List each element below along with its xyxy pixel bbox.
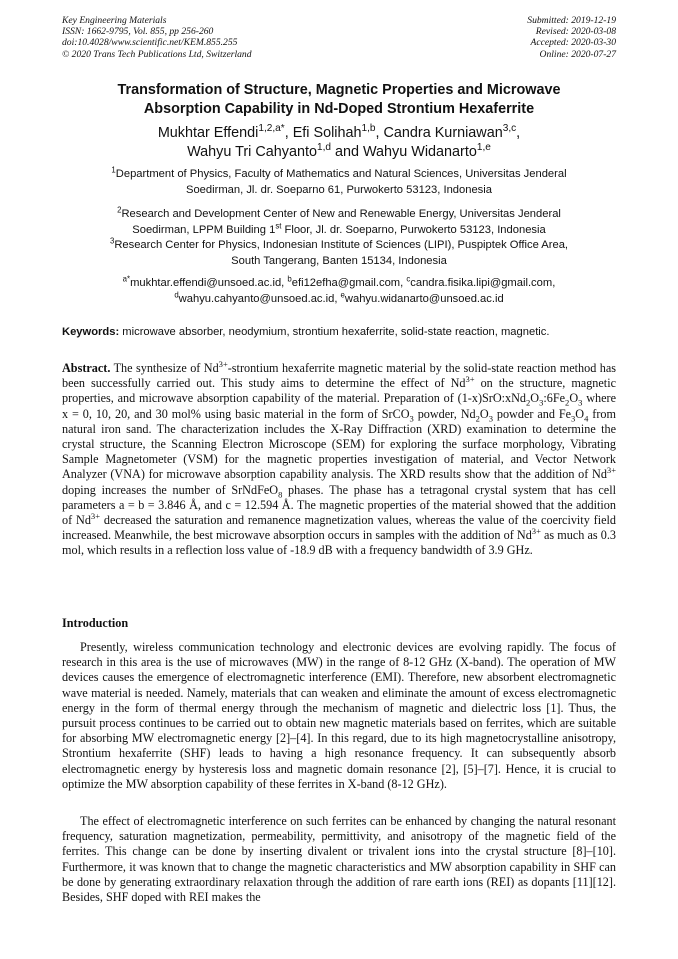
author-name: Mukhtar Effendi	[157, 125, 259, 141]
title-line-1: Transformation of Structure, Magnetic Properties and Microwave	[117, 82, 561, 98]
author-name: Wahyu Tri Cahyanto	[187, 144, 317, 160]
abstract-text: on the structure, magnetic properties, and microwave absorption capability of the material. Preparation of (1-x)SrO:xNd	[62, 376, 616, 406]
abstract-text: powder and Fe	[492, 406, 572, 421]
affiliation-3-line-1	[70, 237, 608, 253]
subscript: 3	[539, 397, 544, 408]
email-link[interactable]: candra.fisika.lipi@gmail.com,	[410, 277, 556, 289]
author-list	[40, 124, 638, 162]
author-separator: ,	[284, 125, 293, 141]
abstract	[62, 358, 616, 559]
superscript: 3+	[218, 358, 228, 369]
abstract-text: decreased the saturation and remanence magnetization values, whereas the value of the coercivity field increased. Meanwhile, the best microwave absorption occurs in samples with the addition of Nd	[62, 513, 616, 543]
email-link[interactable]: wahyu.widanarto@unsoed.ac.id	[344, 293, 504, 305]
affiliation-2-line-2	[70, 222, 608, 238]
journal-issn: ISSN: 1662-9795, Vol. 855, pp 256-260	[62, 26, 214, 38]
affiliation-1-line-1	[70, 166, 608, 182]
author-affiliation-marker: 1,e	[476, 142, 491, 154]
date-accepted: Accepted: 2020-03-30	[530, 37, 616, 49]
affiliation-text: Research Center for Physics, Indonesian Institute of Sciences (LIPI), Puspiptek Office Area,	[114, 239, 569, 251]
journal-header	[62, 15, 252, 60]
abstract-text: -strontium hexaferrite magnetic material by the solid-state reaction method has been successfully carried out. This study aims to determine the effect of Nd	[62, 361, 616, 391]
paper-title	[40, 81, 638, 119]
publication-dates	[527, 15, 616, 60]
keywords-text: microwave absorber, neodymium, strontium hexaferrite, solid-state reaction, magnetic.	[119, 326, 550, 338]
subscript: 2	[526, 397, 531, 408]
subscript: 2	[475, 413, 480, 424]
affiliation-1	[70, 166, 608, 198]
author-name: Efi Solihah	[292, 125, 362, 141]
email-link[interactable]: efi12efha@gmail.com,	[291, 277, 407, 289]
abstract-text: The synthesize of Nd	[110, 361, 219, 375]
keywords-label: Keywords:	[62, 326, 120, 338]
subscript: 4	[584, 413, 589, 424]
abstract-text: O	[569, 391, 579, 406]
emails-line-1	[70, 275, 608, 291]
affiliation-marker: 2	[117, 205, 122, 215]
abstract-text: O	[575, 406, 585, 421]
emails-line-2	[70, 291, 608, 307]
affiliation-2-line-1	[70, 206, 608, 222]
superscript: 3+	[531, 526, 541, 537]
introduction-paragraph-1: Presently, wireless communication technology and electronic devices are evolving rapidly. The focus of research in this area is the use of microwaves (MW) in the range of 8-12 GHz (X-band). The operation of MW devices causes the emergence of electromagnetic interference (EMI). Therefore, new absorbent electromagnetic wave material is needed. Namely, materials that can weaken and eliminate the amount of excess electromagnetic energy in the form of thermal energy through the mechanism of magnetic and dielectric loss [1]. Thus, the pursuit process continues to be carried out to obtain new magnetic materials based on ferrites, which are suitable for absorbing MW electromagnetic energy [2]–[4]. In this regard, due to its high magnetocrystalline anisotropy, Strontium hexaferrite (SHF) leads to having a high resonance frequency. It can subsequently absorb electromagnetic energy by hysteresis loss and magnetic domain resonance [2], [5]–[7]. Hence, it is crucial to optimize the MW absorption capability of these ferrites in X-band (8-12 GHz).	[62, 640, 616, 791]
subscript: 8	[278, 489, 283, 500]
abstract-text: :6Fe	[543, 391, 566, 406]
superscript: 3+	[90, 510, 100, 521]
subscript: 3	[571, 413, 576, 424]
author-separator: and	[330, 144, 363, 160]
author-name: Wahyu Widanarto	[363, 144, 477, 160]
ordinal-suffix: st	[275, 221, 282, 231]
abstract-text: as much as 0.3 mol, which results in a reflection loss value of -18.9 dB with a frequency bandwidth of 3.9 GHz.	[62, 528, 616, 558]
author-affiliation-marker: 1,d	[316, 142, 331, 154]
email-link[interactable]: wahyu.cahyanto@unsoed.ac.id,	[178, 293, 341, 305]
subscript: 2	[565, 397, 570, 408]
abstract-text: phases. The phase has a tetragonal crystal system that has cell parameters a = b = 3.846 Å, and c = 12.594 Å. The magnetic properties of the material showed that the addition of Nd	[62, 482, 616, 528]
author-line-2	[40, 143, 638, 162]
date-online: Online: 2020-07-27	[539, 48, 616, 60]
abstract-label: Abstract.	[62, 361, 111, 375]
author-affiliation-marker: 1,2,a*	[258, 123, 285, 135]
affiliation-marker: 1	[111, 165, 116, 175]
title-line-2: Absorption Capability in Nd-Doped Strontium Hexaferrite	[143, 101, 535, 117]
superscript: 3+	[465, 374, 475, 385]
author-separator: ,	[375, 125, 384, 141]
email-marker: a*	[122, 274, 131, 284]
keywords	[62, 324, 622, 340]
abstract-text: from natural iron sand. The characterization includes the X-Ray Diffraction (XRD) examination to determine the crystal structure, the Scanning Electron Microscope (SEM) for exploring the surface morphology, Vibrating Sample Magnetometer (VSM) for the magnetic properties investigation of material, and Vector Network Analyzer (VNA) for microwave absorption capability analysis. The XRD results show that the addition of Nd	[62, 406, 616, 482]
email-marker: b	[287, 274, 292, 284]
author-affiliation-marker: 3,c	[502, 123, 517, 135]
subscript: 3	[409, 413, 414, 424]
abstract-text: powder, Nd	[413, 406, 476, 421]
affiliation-marker: 3	[109, 236, 115, 246]
abstract-text: where x = 0, 10, 20, and 30 mol% using basic material in the form of SrCO	[62, 391, 616, 421]
abstract-text: O	[479, 406, 489, 421]
affiliation-3-line-2: South Tangerang, Banten 15134, Indonesia	[231, 255, 447, 267]
author-separator: ,	[516, 125, 521, 141]
abstract-text: doping increases the number of SrNdFeO	[62, 482, 279, 497]
email-marker: d	[174, 290, 179, 300]
email-marker: c	[406, 274, 411, 284]
affiliation-text: Department of Physics, Faculty of Mathematics and Natural Sciences, Universitas Jenderal	[115, 168, 567, 180]
affiliation-text: Soedirman, LPPM Building 1	[132, 224, 276, 236]
section-heading-introduction: Introduction	[62, 616, 129, 630]
author-name: Candra Kurniawan	[383, 125, 503, 141]
affiliation-text: Research and Development Center of New and Renewable Energy, Universitas Jenderal	[121, 208, 561, 220]
subscript: 3	[488, 413, 493, 424]
affiliation-1-line-2: Soedirman, Jl. dr. Soeparno 61, Purwokerto 53123, Indonesia	[186, 184, 492, 196]
affiliation-2	[70, 206, 608, 238]
affiliation-text: Floor, Jl. dr. Soeparno, Purwokerto 53123, Indonesia	[281, 224, 546, 236]
date-submitted: Submitted: 2019-12-19	[527, 15, 616, 26]
author-affiliation-marker: 1,b	[361, 123, 376, 135]
date-revised: Revised: 2020-03-08	[535, 26, 616, 38]
introduction-paragraph-2: The effect of electromagnetic interference on such ferrites can be enhanced by changing the natural resonant frequency, saturation magnetization, permeability, permittivity, and anisotropy of the magnetic field of the ferrites. This change can be done by inserting divalent or trivalent ions into the crystal structure [8]–[10]. Furthermore, it was known that to change the magnetic characteristics and MW absorption capability in SHF can be done by generating extraordinary relaxation through the addition of rare earth ions (REI) as dopants [11][12]. Besides, SHF doped with REI makes the	[62, 814, 616, 905]
journal-copyright: © 2020 Trans Tech Publications Ltd, Switzerland	[62, 48, 252, 60]
subscript: 3	[578, 397, 583, 408]
email-marker: e	[340, 290, 345, 300]
journal-name: Key Engineering Materials	[62, 15, 167, 26]
superscript: 3+	[606, 465, 616, 476]
author-emails	[70, 275, 608, 307]
email-link[interactable]: mukhtar.effendi@unsoed.ac.id,	[130, 277, 288, 289]
affiliation-3	[70, 237, 608, 269]
journal-doi: doi:10.4028/www.scientific.net/KEM.855.255	[62, 37, 238, 49]
author-line-1	[40, 124, 638, 143]
abstract-text: O	[530, 391, 540, 406]
